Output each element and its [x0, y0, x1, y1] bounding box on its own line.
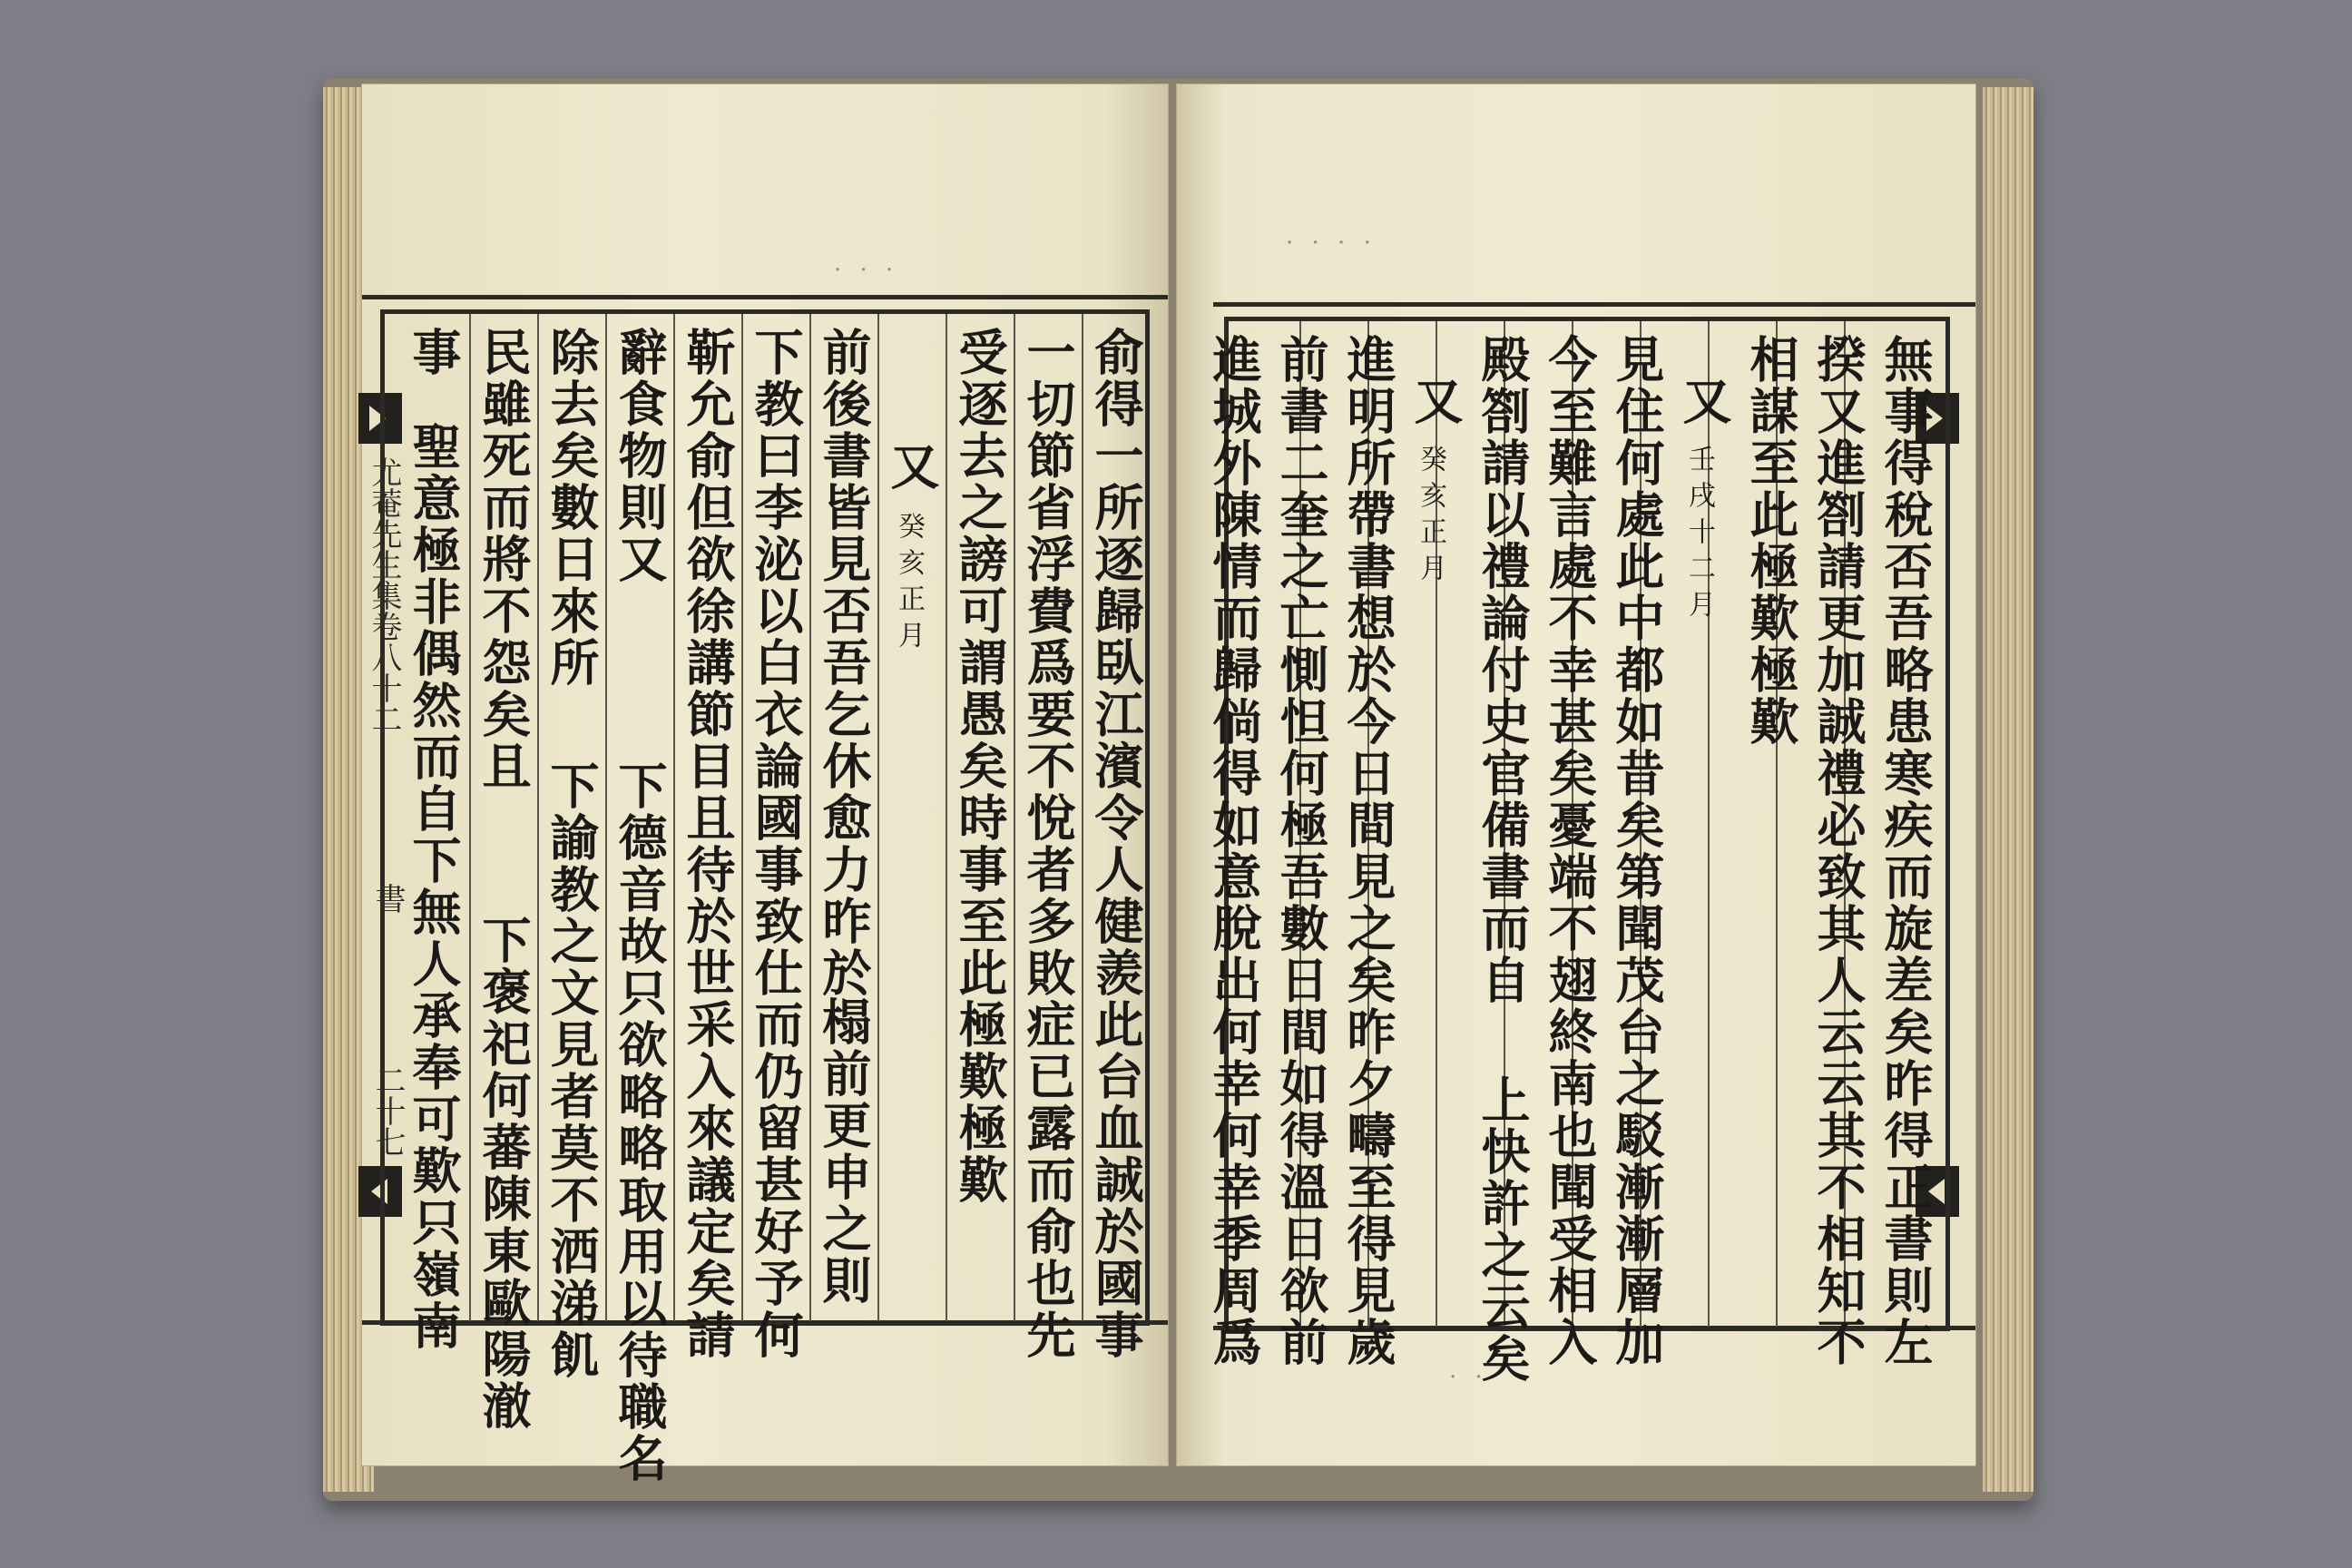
- text-column: 下德音故只欲略略取用以待職名: [611, 760, 669, 1485]
- text-column: 下教曰李泌以白衣論國事致仕而仍留甚好予何: [747, 327, 805, 1361]
- text-column: 前後書皆見否吾乞休愈力昨於: [815, 327, 873, 999]
- top-rule: [362, 295, 1168, 299]
- text-frame: [1205, 317, 1950, 1385]
- text-column: 一切節省浮費爲要不悅者多敗症已露而俞也先: [1019, 327, 1077, 1361]
- column-rule: [946, 314, 947, 1321]
- left-page: [361, 83, 1169, 1485]
- text-column: 受逐去之謗可謂愚矣時事至此極歎極歎: [951, 327, 1009, 1206]
- text-column: 靳允俞但欲徐講節目且待於世采入來議定矣請: [679, 327, 737, 1361]
- text-column: 無事得稅否吾略患寒疾而旋差矣昨得正書則左: [1877, 334, 1935, 1368]
- column-rule: [741, 314, 743, 1321]
- letter-heading: 又: [1406, 376, 1465, 427]
- date-note: 癸亥正月: [893, 512, 925, 657]
- text-column: 進明所帶書想於今日間見之矣昨夕疇至得見歲: [1339, 334, 1397, 1368]
- letter-heading: 又: [1675, 376, 1733, 427]
- text-column: 下褒祀何蕃陳東歐陽澈: [475, 915, 533, 1432]
- text-column: 民雖死而將不怨矣且: [475, 327, 533, 792]
- text-column: 事: [405, 327, 463, 378]
- text-column: 進城外陳情而歸倘得如意脫出何幸何幸季周爲: [1205, 334, 1263, 1368]
- column-rule: [673, 314, 675, 1321]
- margin-page-number: 二十七: [369, 1064, 406, 1157]
- text-column: 前書二奎之亡惻怛何極吾數日間如得溫日欲前: [1272, 334, 1330, 1368]
- right-page-edges: [1983, 87, 2034, 1492]
- right-page: [1176, 83, 1976, 1466]
- text-column: 俞得一所逐歸臥江濱令人健羨此台血誠於國事: [1087, 327, 1145, 1361]
- ink-smudge: · · ·: [834, 257, 899, 284]
- text-column: 見住何處此中都如昔矣第聞茂台之駁漸漸層加: [1608, 334, 1666, 1368]
- text-column: 上快許之云矣: [1474, 1074, 1532, 1385]
- text-column: 辭食物則又: [611, 327, 669, 585]
- text-column: 榻前更申之則: [815, 996, 873, 1307]
- column-rule: [1014, 314, 1015, 1321]
- text-column: 除去矣數日來所: [543, 327, 601, 689]
- text-column: 今至難言處不幸甚矣憂端不翅終南也聞受相入: [1541, 334, 1599, 1368]
- text-column: 殿劄請以禮論付史官備書而自: [1474, 334, 1532, 1006]
- margin-section-label: 書: [369, 883, 406, 914]
- text-column: 下諭教之文見者莫不洒涕飢: [543, 760, 601, 1381]
- column-rule: [877, 314, 879, 1321]
- open-book: [323, 78, 2034, 1501]
- ink-smudge: · ·: [1449, 1364, 1488, 1391]
- margin-book-title: 尤菴先生集卷八十二: [366, 456, 402, 734]
- column-rule: [1082, 314, 1083, 1321]
- letter-heading: 又: [883, 441, 941, 493]
- text-frame: [380, 309, 1150, 1485]
- text-column: 聖意極非偶然而自下無人承奉可歎只嶺南: [405, 421, 463, 1352]
- date-note: 癸亥正月: [1415, 445, 1446, 590]
- date-note: 壬戌十二月: [1683, 445, 1715, 626]
- ink-smudge: · · · ·: [1286, 230, 1377, 257]
- column-rule: [537, 314, 539, 1321]
- top-rule: [1213, 302, 1975, 307]
- text-column: 揆又進劄請更加誠禮必致其人云云其不相知不: [1809, 334, 1867, 1368]
- column-rule: [809, 314, 811, 1321]
- column-rule: [605, 314, 607, 1321]
- column-rule: [469, 314, 471, 1321]
- text-column: 相謀至此極歎極歎: [1742, 334, 1800, 748]
